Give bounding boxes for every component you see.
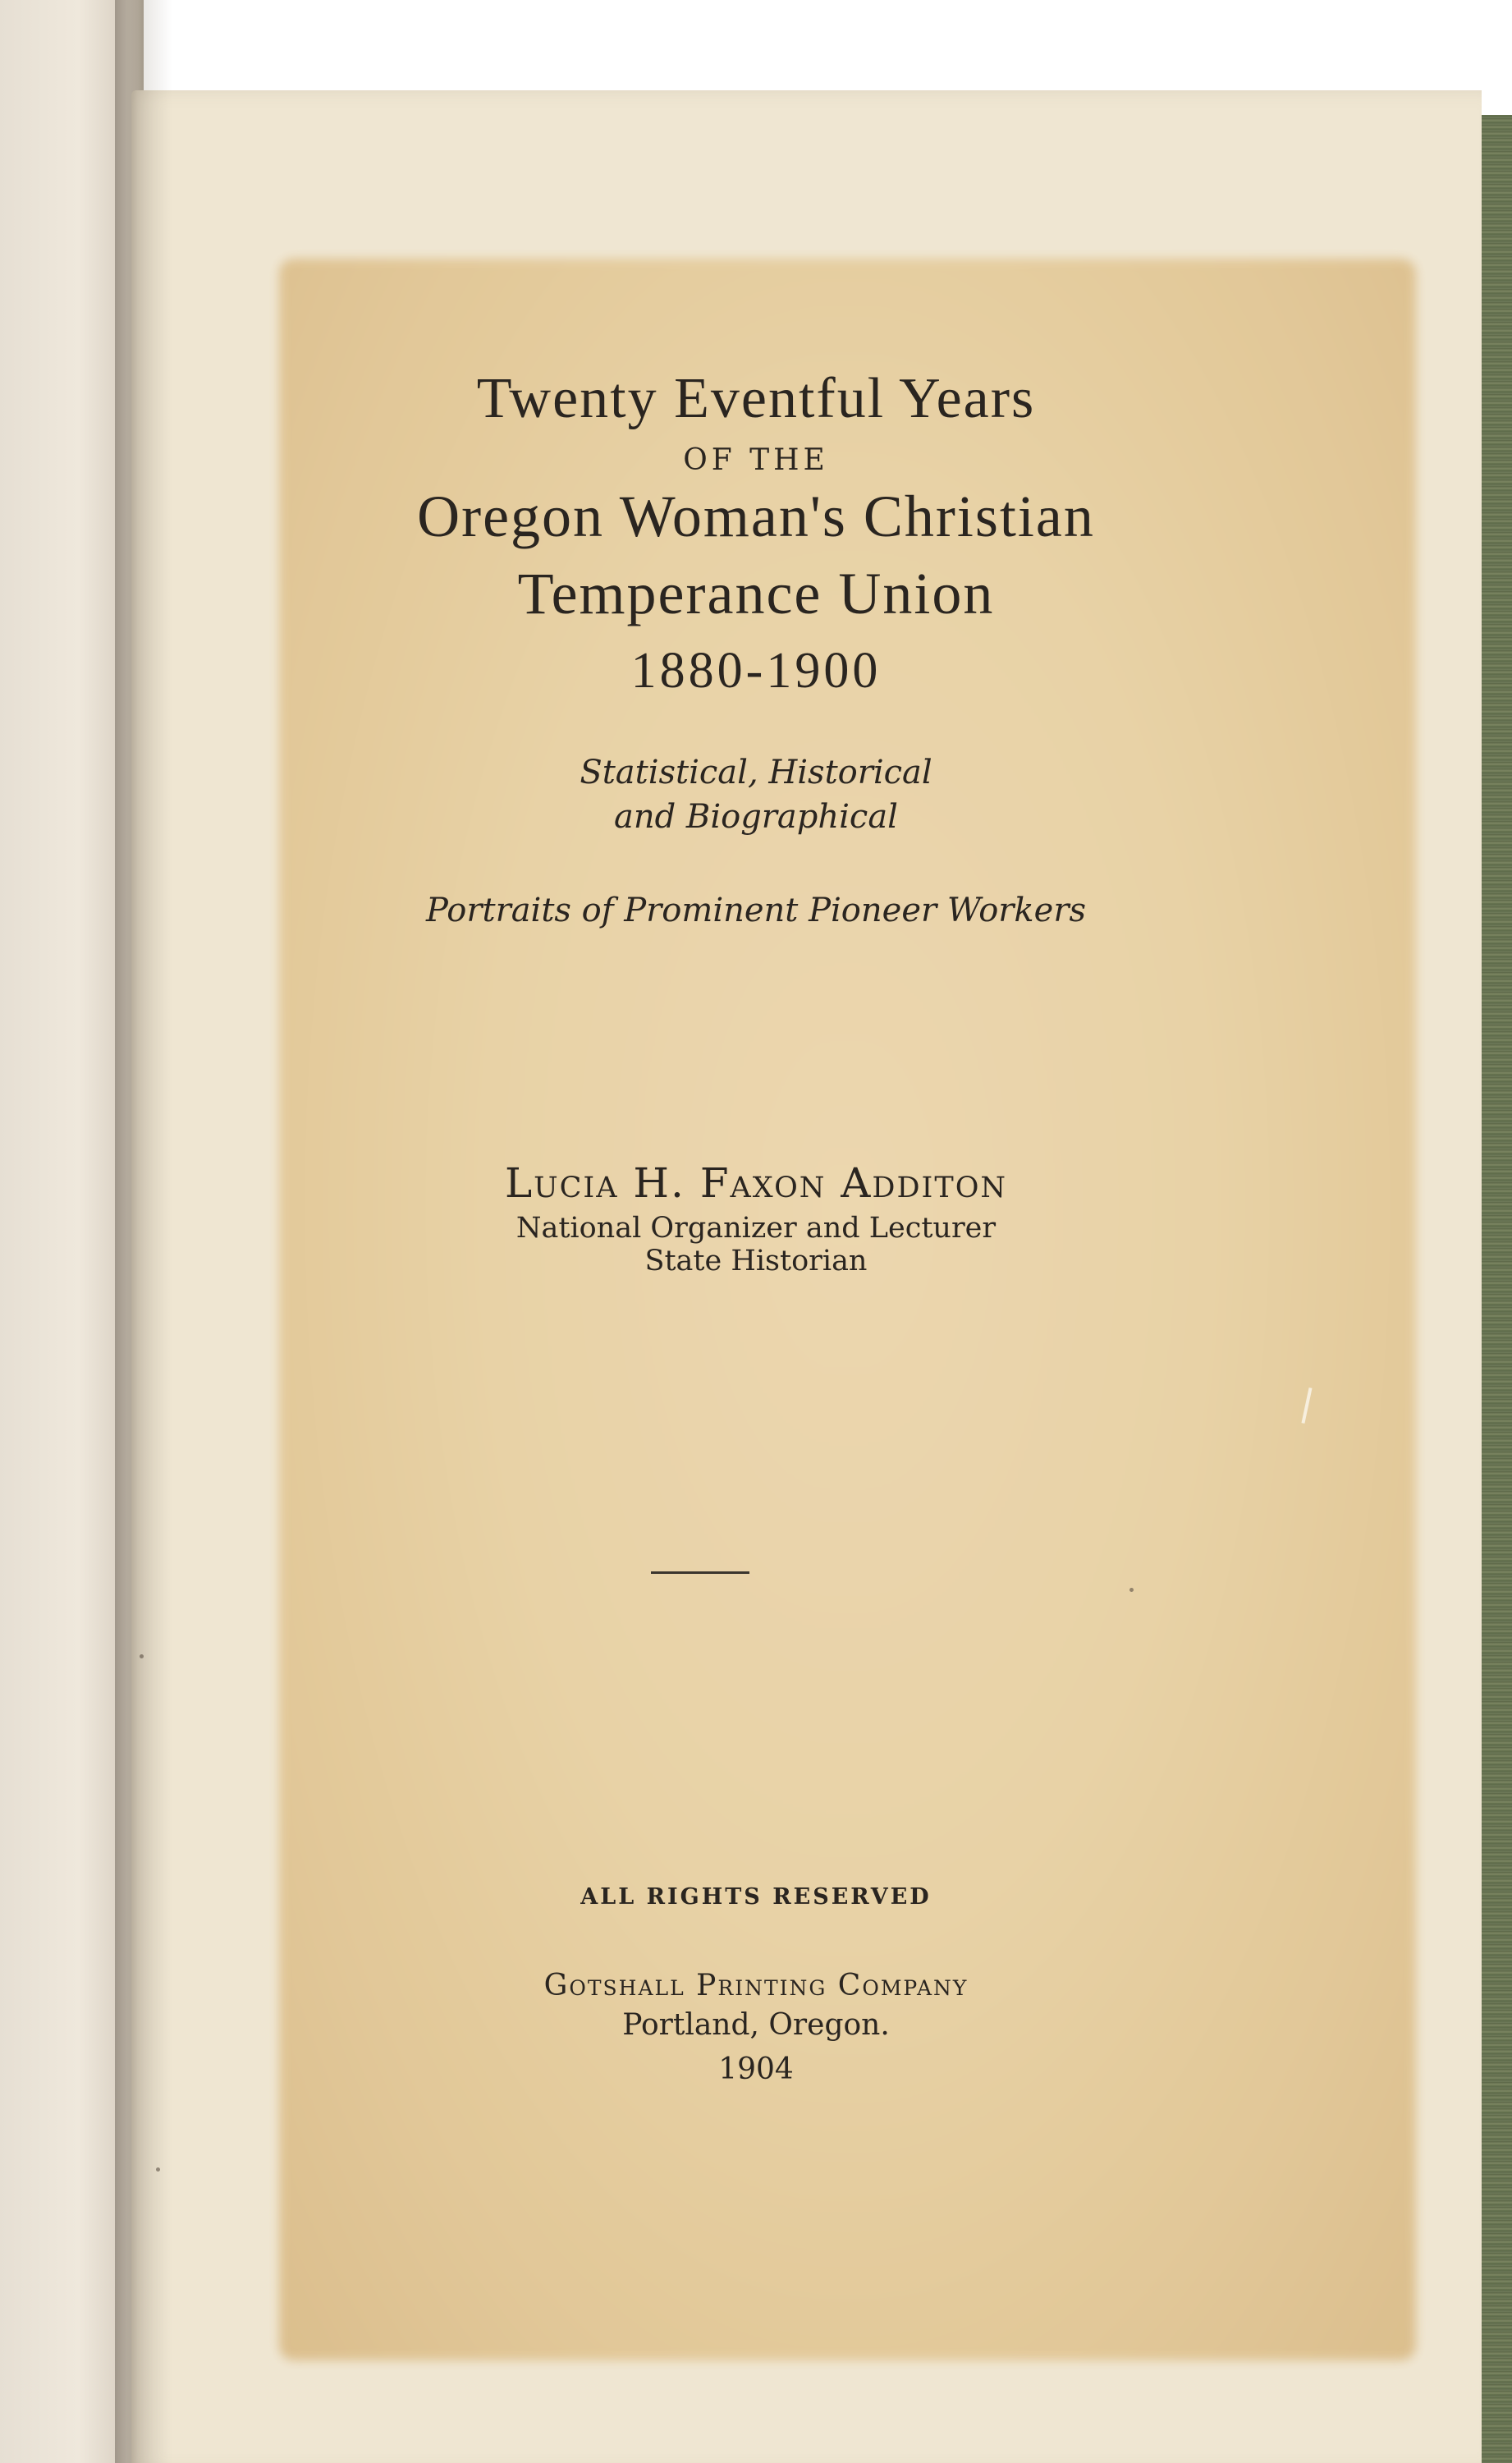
divider-rule: [651, 1571, 749, 1574]
author-role-2: State Historian: [644, 1245, 868, 1277]
subtitle-line-2: and Biographical: [614, 798, 898, 836]
author-role-1: National Organizer and Lecturer: [515, 1212, 997, 1245]
subtitle-line-1: Statistical, Historical: [580, 754, 932, 791]
title-line-1: Twenty Eventful Years: [476, 367, 1036, 430]
title-years: 1880-1900: [630, 643, 882, 699]
paper-speck: [1129, 1588, 1134, 1592]
publisher-place: Portland, Oregon.: [622, 2008, 890, 2042]
publisher-name: Gotshall Printing Company: [543, 1969, 969, 2002]
title-line-4: Temperance Union: [517, 561, 995, 626]
rights-notice: ALL RIGHTS RESERVED: [580, 1884, 932, 1910]
title-line-3: Oregon Woman's Christian: [417, 484, 1095, 549]
paper-speck: [140, 1654, 144, 1658]
title-line-2: OF THE: [683, 443, 829, 477]
paper-speck: [156, 2167, 160, 2172]
subtitle-line-3: Portraits of Prominent Pioneer Workers: [426, 892, 1086, 929]
publication-year: 1904: [718, 2052, 794, 2086]
author-name: Lucia H. Faxon Additon: [504, 1159, 1008, 1207]
